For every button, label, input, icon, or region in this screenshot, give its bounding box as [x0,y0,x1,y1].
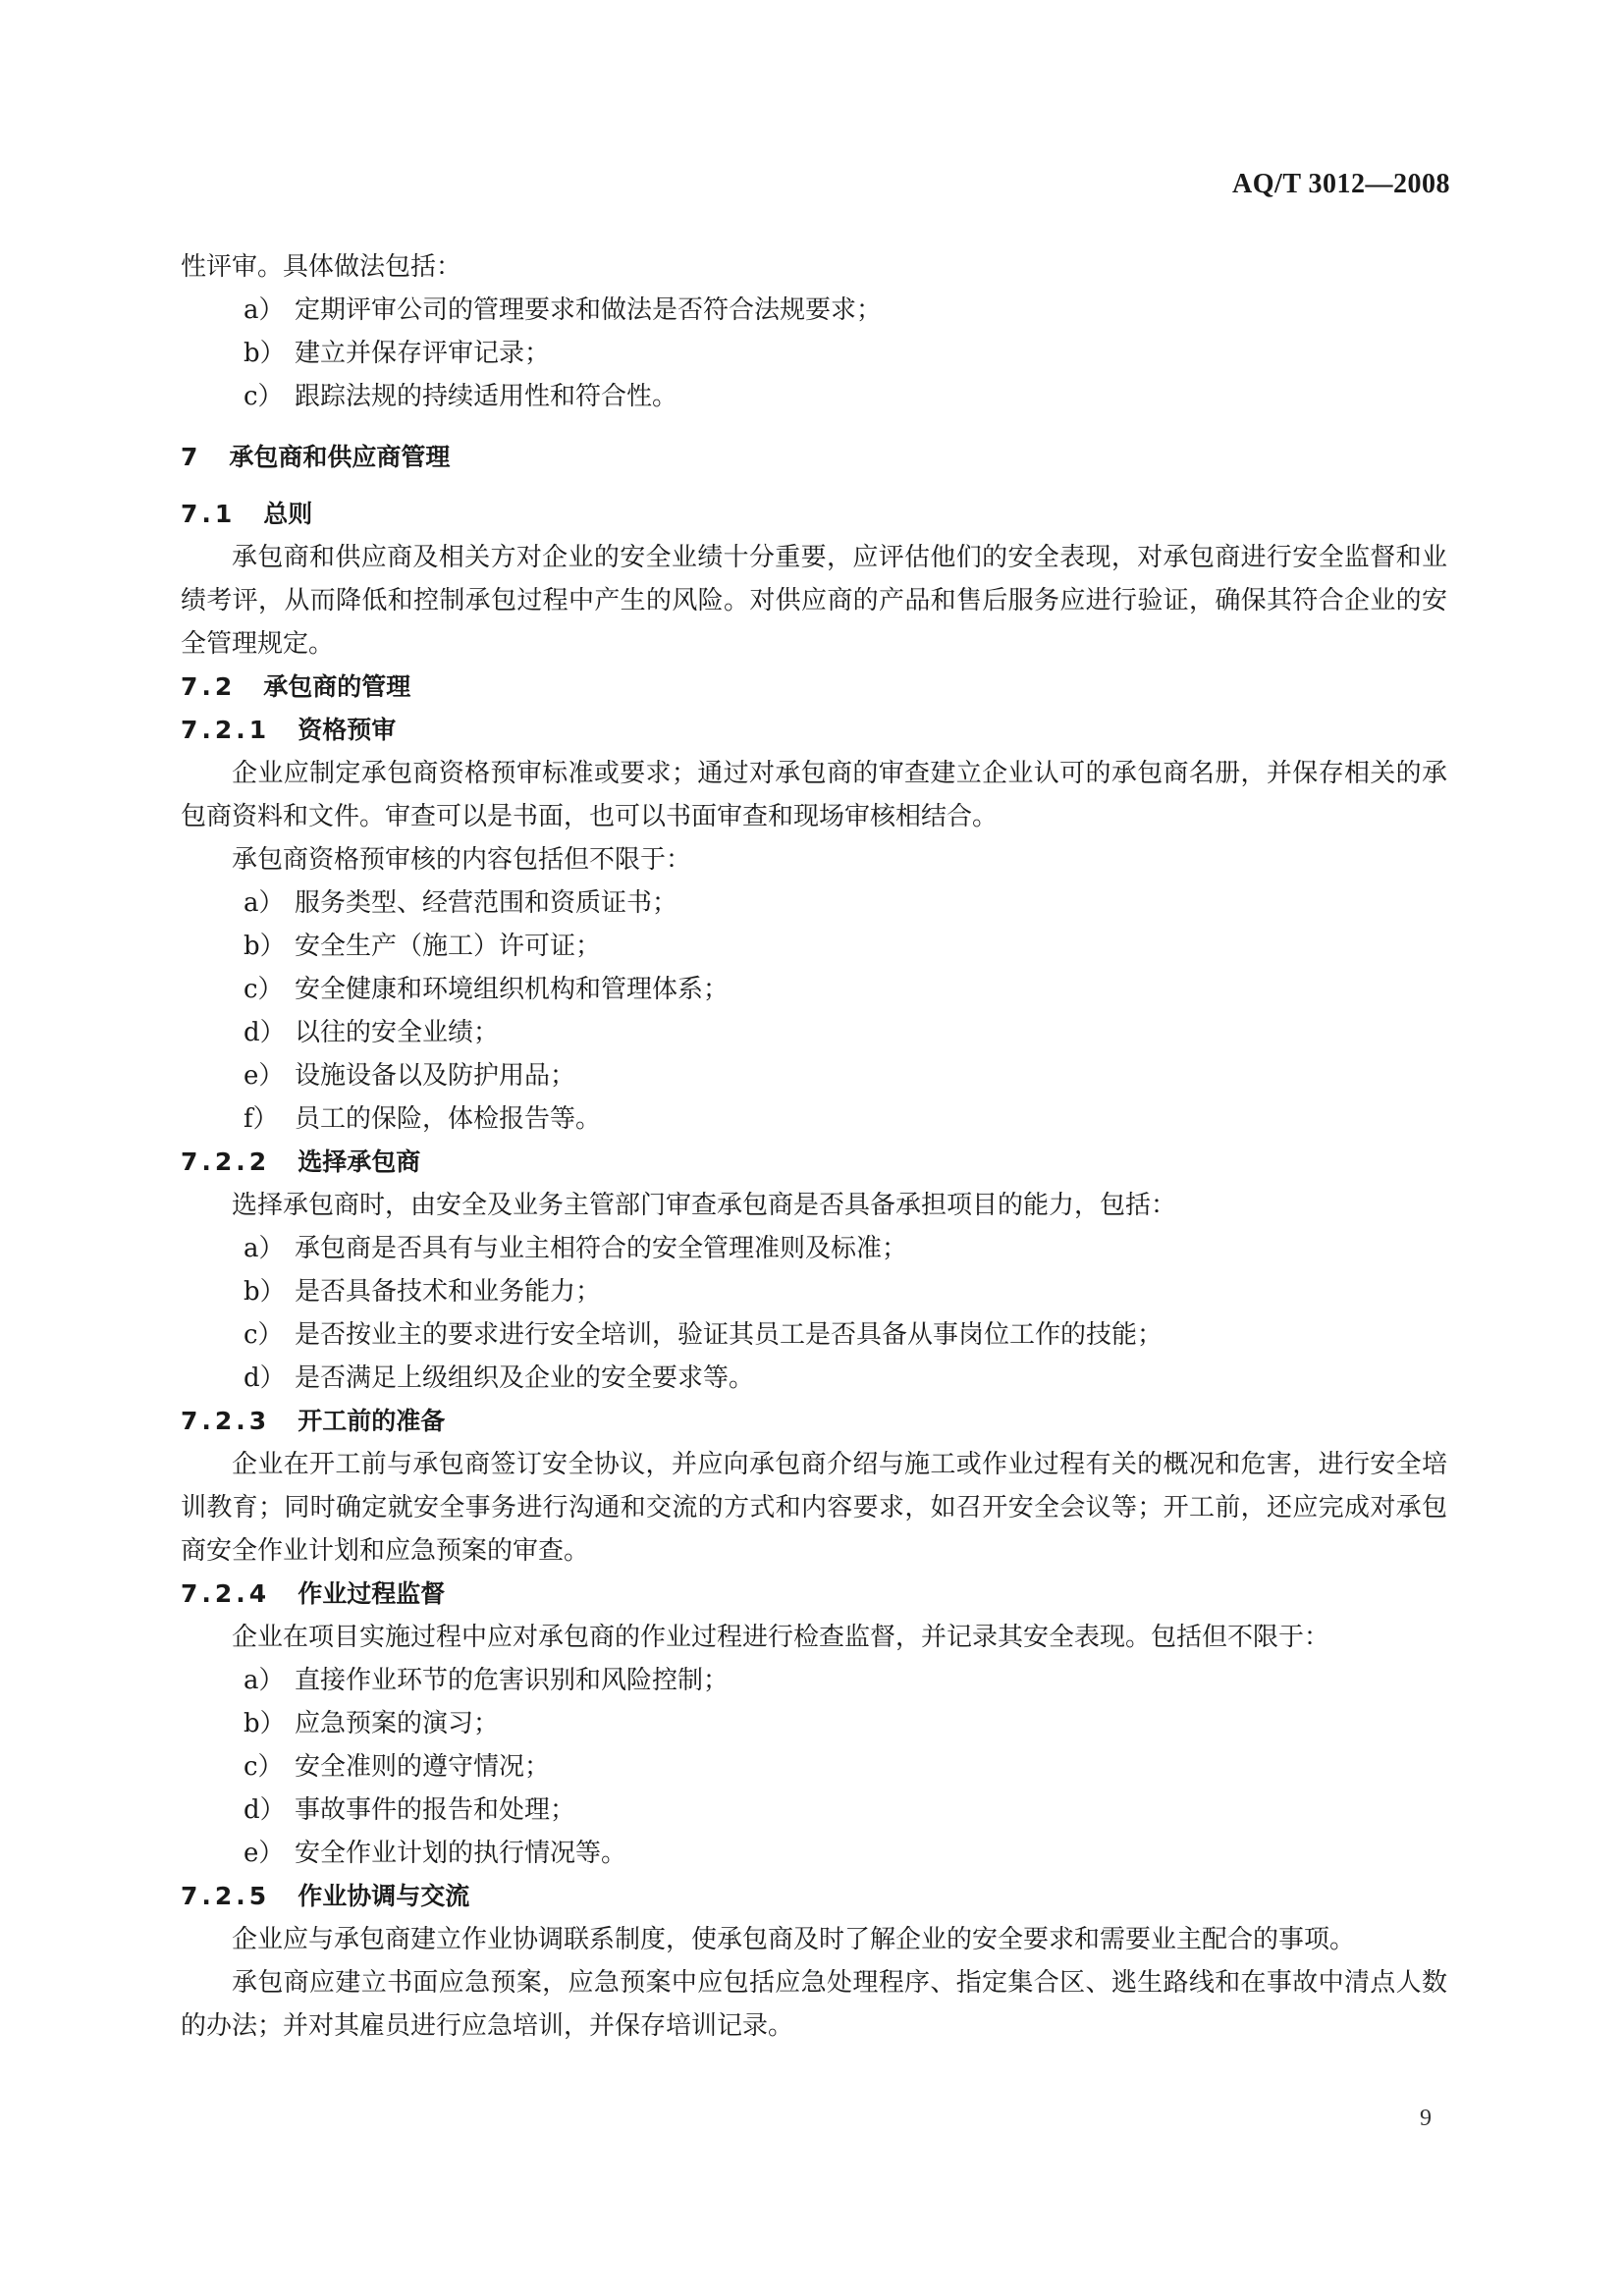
section-heading-7-2-5: 7.2.5 作业协调与交流 [181,1882,470,1910]
paragraph: 企业应与承包商建立作业协调联系制度，使承包商及时了解企业的安全要求和需要业主配合的事项。 [232,1925,1356,1954]
list-item: c） 跟踪法规的持续适用性和符合性。 [244,382,678,411]
section-heading-7-1: 7.1 总则 [181,500,313,528]
section-heading-7-2-3: 7.2.3 开工前的准备 [181,1407,446,1435]
list-item: b） 是否具备技术和业务能力； [244,1277,602,1307]
list-item: b） 应急预案的演习； [244,1709,500,1738]
list-item: b） 安全生产（施工）许可证； [244,932,602,961]
list-item: e） 设施设备以及防护用品； [244,1061,576,1091]
list-item: c） 安全健康和环境组织机构和管理体系； [244,975,730,1004]
intro-lead: 性评审。具体做法包括： [181,252,462,282]
paragraph: 承包商资格预审核的内容包括但不限于： [232,845,692,875]
standard-number: AQ/T 3012—2008 [1232,169,1450,199]
list-item: c） 安全准则的遵守情况； [244,1752,551,1782]
section-heading-7-2: 7.2 承包商的管理 [181,672,411,701]
list-item: a） 承包商是否具有与业主相符合的安全管理准则及标准； [244,1234,908,1263]
list-item: c） 是否按业主的要求进行安全培训，验证其员工是否具备从事岗位工作的技能； [244,1320,1164,1350]
list-item: a） 直接作业环节的危害识别和风险控制； [244,1666,730,1695]
section-heading-7: 7 承包商和供应商管理 [181,443,451,471]
section-heading-7-2-2: 7.2.2 选择承包商 [181,1148,421,1176]
list-item: b） 建立并保存评审记录； [244,339,551,368]
paragraph: 选择承包商时，由安全及业务主管部门审查承包商是否具备承担项目的能力，包括： [232,1191,1177,1220]
list-item: f） 员工的保险，体检报告等。 [244,1104,602,1134]
list-item: e） 安全作业计划的执行情况等。 [244,1839,627,1868]
list-item: d） 事故事件的报告和处理； [244,1795,576,1825]
list-item: d） 是否满足上级组织及企业的安全要求等。 [244,1363,755,1393]
paragraph: 企业在项目实施过程中应对承包商的作业过程进行检查监督，并记录其安全表现。包括但不限于： [232,1623,1330,1652]
list-item: d） 以往的安全业绩； [244,1018,500,1047]
list-item: a） 服务类型、经营范围和资质证书； [244,888,678,918]
paragraph: 承包商应建立书面应急预案，应急预案中应包括应急处理程序、指定集合区、逃生路线和在事故中清点人数的办法；并对其雇员进行应急培训，并保存培训记录。 [181,1968,1447,2041]
paragraph: 企业应制定承包商资格预审标准或要求；通过对承包商的审查建立企业认可的承包商名册，并保存相关的承包商资料和文件。审查可以是书面，也可以书面审查和现场审核相结合。 [181,759,1447,831]
page-content [181,245,1447,2048]
section-heading-7-2-4: 7.2.4 作业过程监督 [181,1579,446,1608]
section-heading-7-2-1: 7.2.1 资格预审 [181,716,397,744]
list-item: a） 定期评审公司的管理要求和做法是否符合法规要求； [244,295,883,325]
page-number: 9 [1420,2106,1432,2131]
paragraph: 企业在开工前与承包商签订安全协议，并应向承包商介绍与施工或作业过程有关的概况和危害，进行安全培训教育；同时确定就安全事务进行沟通和交流的方式和内容要求，如召开安全会议等；开工前，还应完成对承包商安全作业计划和应急预案的审查。 [181,1450,1447,1566]
paragraph: 承包商和供应商及相关方对企业的安全业绩十分重要，应评估他们的安全表现，对承包商进行安全监督和业绩考评，从而降低和控制承包过程中产生的风险。对供应商的产品和售后服务应进行验证，确保其符合企业的安全管理规定。 [181,543,1447,659]
